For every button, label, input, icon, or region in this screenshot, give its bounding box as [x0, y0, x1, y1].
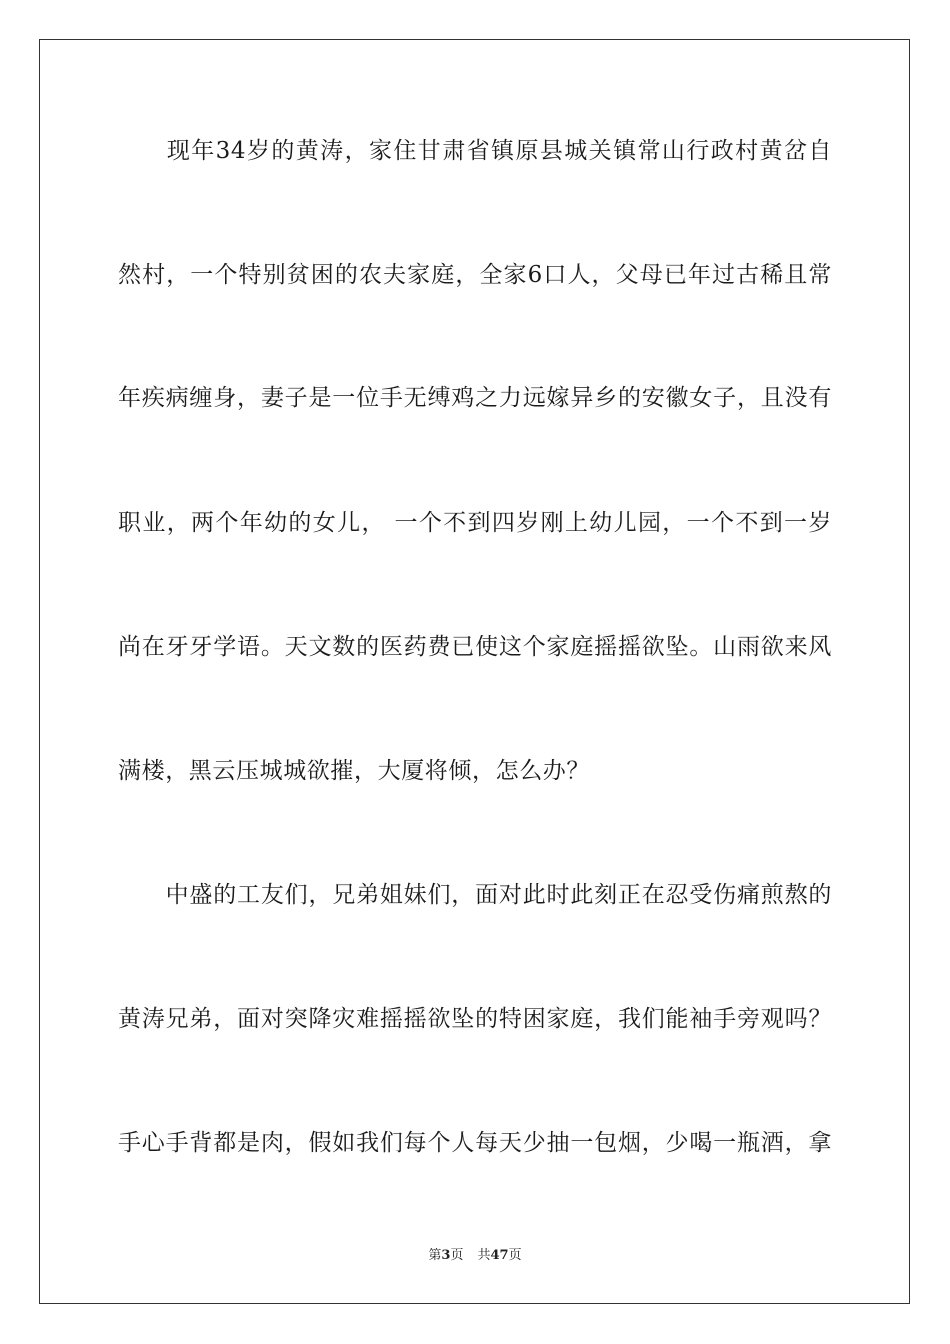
paragraph-line: 满楼，黑云压城城欲摧，大厦将倾，怎么办？ [118, 758, 590, 784]
page-number: 3 [441, 1248, 451, 1263]
paragraph-line: 黄涛兄弟，面对突降灾难摇摇欲坠的特困家庭，我们能袖手旁观吗？ [118, 1006, 832, 1032]
total-pages: 47 [490, 1248, 509, 1263]
paragraph-line: 职业，两个年幼的女儿， 一个不到四岁刚上幼儿园，一个不到一岁 [118, 510, 832, 536]
total-prefix: 共 [477, 1248, 491, 1263]
page-border [39, 39, 910, 1304]
paragraph-line: 尚在牙牙学语。天文数的医药费已使这个家庭摇摇欲坠。山雨欲来风 [118, 634, 832, 660]
paragraph-line: 年疾病缠身，妻子是一位手无缚鸡之力远嫁异乡的安徽女子，且没有 [118, 385, 832, 411]
page-suffix: 页 [450, 1248, 464, 1263]
page-prefix: 第 [428, 1248, 442, 1263]
total-suffix: 页 [508, 1248, 522, 1263]
paragraph-line: 现年34岁的黄涛，家住甘肃省镇原县城关镇常山行政村黄岔自 [118, 138, 832, 164]
paragraph-line: 手心手背都是肉，假如我们每个人每天少抽一包烟，少喝一瓶酒，拿 [118, 1130, 832, 1156]
paragraph-line: 中盛的工友们，兄弟姐妹们，面对此时此刻正在忍受伤痛煎熬的 [118, 882, 832, 908]
page-footer [0, 1248, 950, 1264]
paragraph-line: 然村，一个特别贫困的农夫家庭，全家6口人，父母已年过古稀且常 [118, 262, 832, 288]
